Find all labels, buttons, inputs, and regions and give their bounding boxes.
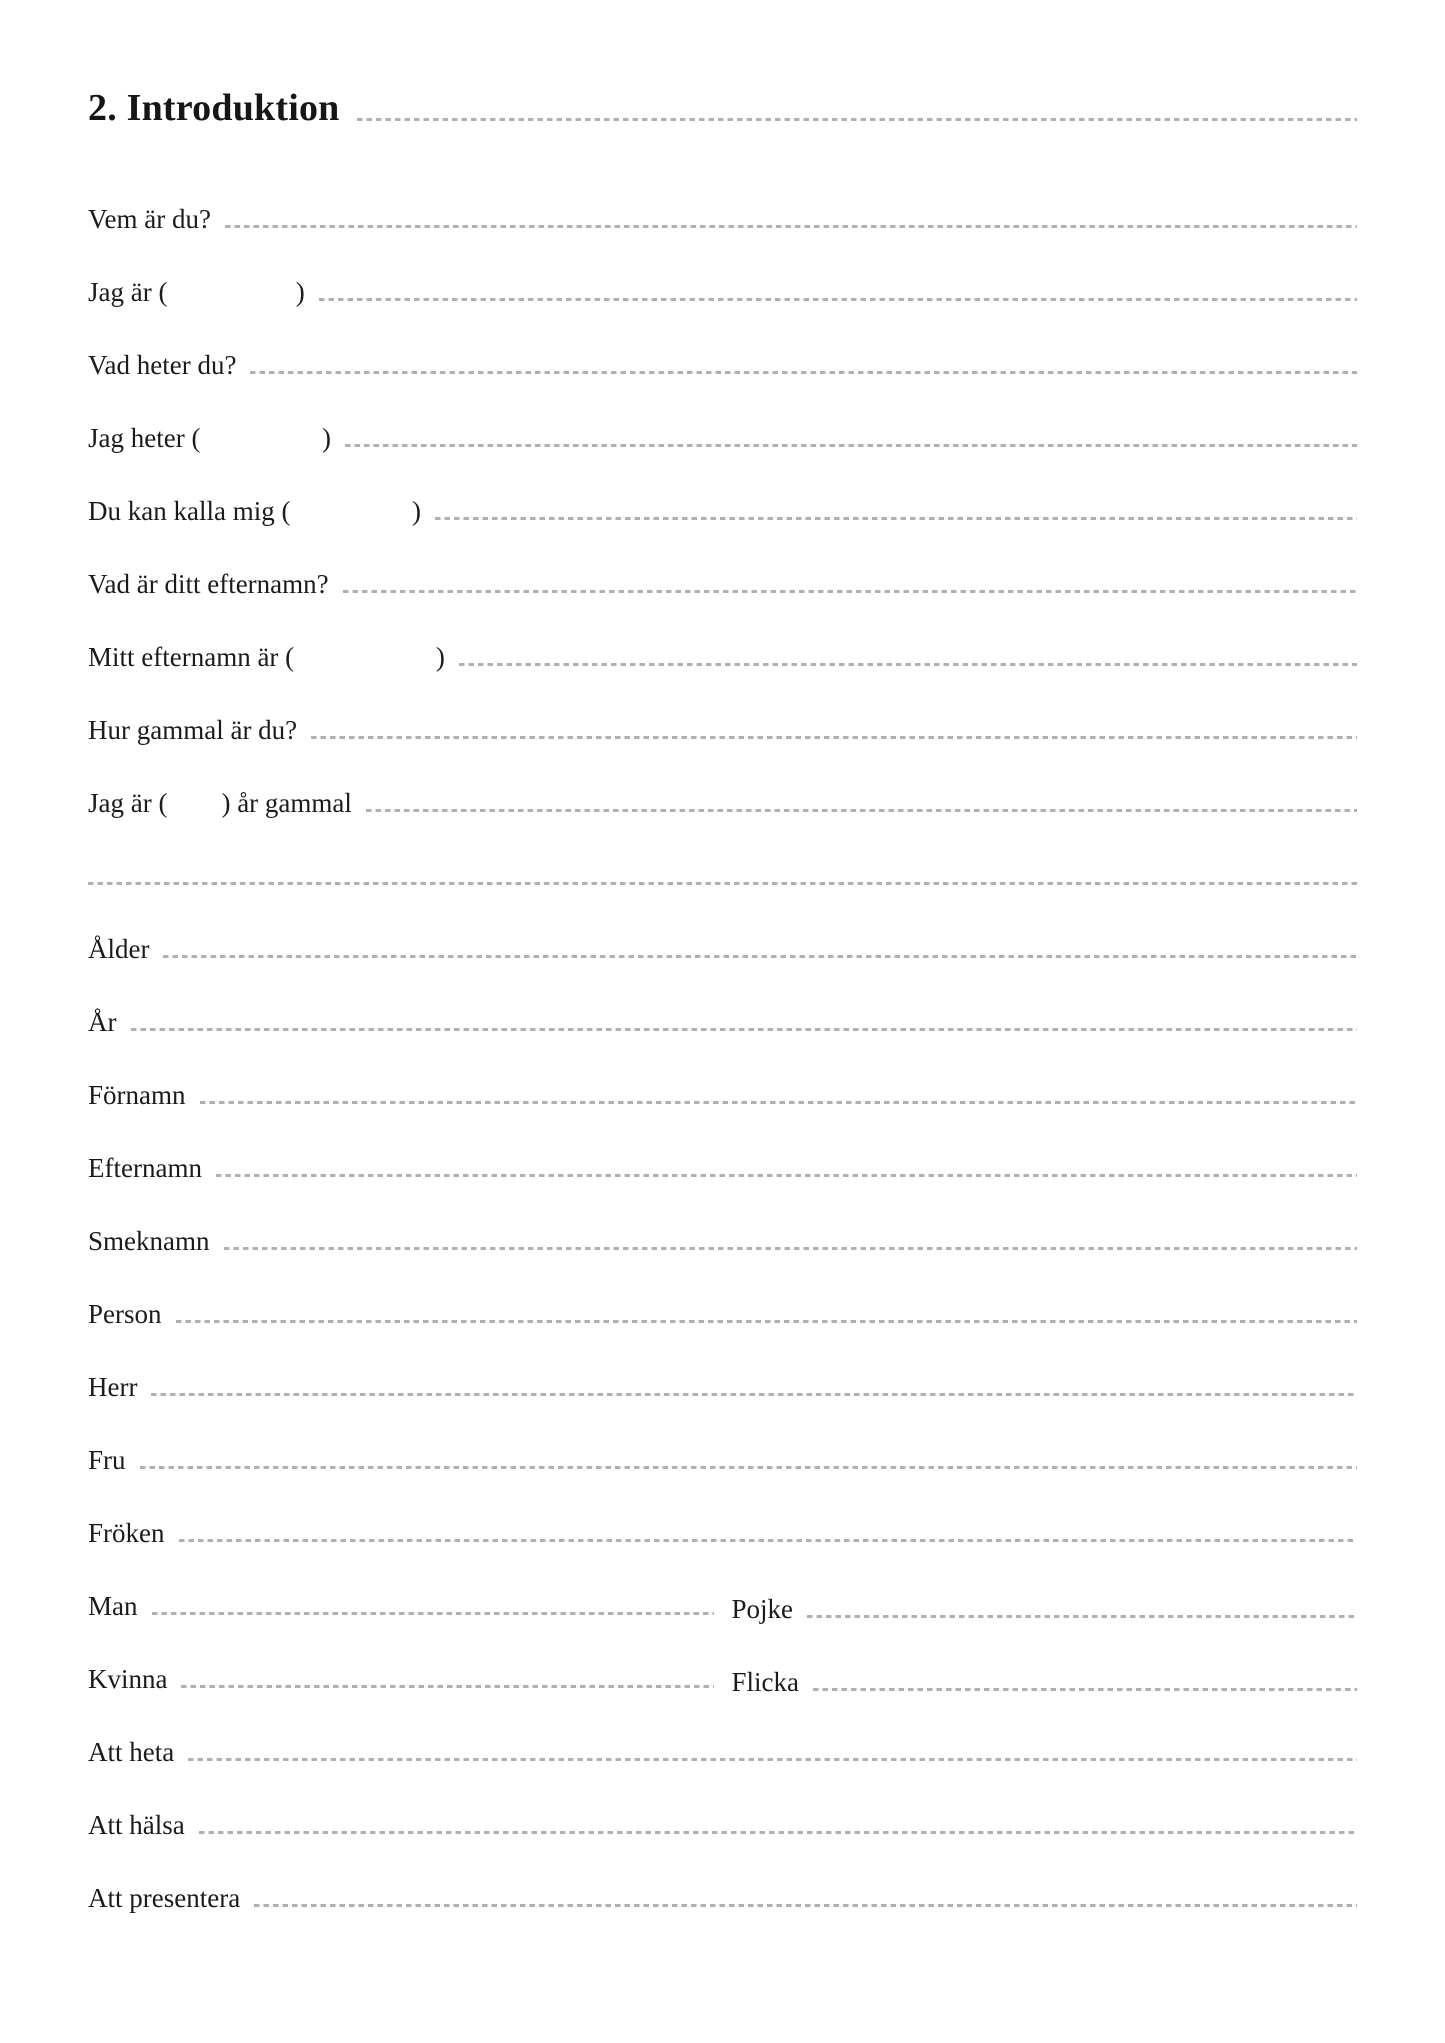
- form-row: [88, 382, 1357, 455]
- form-row: [88, 236, 1357, 309]
- dotted-fill-line: [131, 1028, 1358, 1031]
- dotted-fill-line: [200, 1101, 1358, 1104]
- row-label: Mitt efternamn är ( ): [88, 642, 445, 672]
- row-label: Smeknamn: [88, 1226, 210, 1256]
- dotted-fill-line: [179, 1539, 1358, 1542]
- row-label: Förnamn: [88, 1080, 186, 1110]
- vocab-row: [88, 1769, 1357, 1842]
- form-row: [88, 674, 1357, 747]
- worksheet-rows: [88, 163, 1357, 1915]
- dotted-fill-line: [366, 809, 1357, 812]
- dotted-fill-line: [813, 1688, 1357, 1691]
- vocab-row: [88, 1331, 1357, 1404]
- form-row: [88, 528, 1357, 601]
- row-label: Kvinna: [88, 1664, 168, 1694]
- vocab-row: [88, 966, 1357, 1039]
- vocab-row-two-column: [88, 1550, 1357, 1623]
- dotted-fill-line: [435, 517, 1357, 520]
- row-label: Jag är ( ): [88, 277, 305, 307]
- row-label: År: [88, 1007, 117, 1037]
- row-label: Fru: [88, 1445, 126, 1475]
- dotted-fill-line: [250, 371, 1357, 374]
- dotted-fill-line: [459, 663, 1357, 666]
- vocab-row-two-column: [88, 1623, 1357, 1696]
- dotted-fill-line: [319, 298, 1357, 301]
- row-label: Jag heter ( ): [88, 423, 331, 453]
- page-title: 2. Introduktion: [88, 87, 340, 129]
- dotted-fill-line: [225, 225, 1357, 228]
- title-row: [88, 84, 1357, 132]
- dotted-fill-line: [181, 1685, 713, 1688]
- vocab-row: [88, 1477, 1357, 1550]
- vocab-row: [88, 1404, 1357, 1477]
- dotted-fill-line: [807, 1615, 1357, 1618]
- row-label: Hur gammal är du?: [88, 715, 298, 745]
- row-label: Flicka: [731, 1667, 799, 1697]
- vocab-row: [88, 1039, 1357, 1112]
- blank-row: [88, 820, 1357, 893]
- dotted-fill-line: [216, 1174, 1357, 1177]
- form-row: [88, 601, 1357, 674]
- vocab-row: [88, 1696, 1357, 1769]
- vocab-row: [88, 1112, 1357, 1185]
- left-column-entry: [88, 1590, 714, 1623]
- row-label: Vem är du?: [88, 204, 211, 234]
- dotted-fill-line: [176, 1320, 1358, 1323]
- dotted-fill-line: [163, 955, 1357, 958]
- row-label: Person: [88, 1299, 162, 1329]
- row-label: Pojke: [731, 1594, 794, 1624]
- row-label: Jag är ( ) år gammal: [88, 788, 352, 818]
- row-label: Ålder: [88, 934, 150, 964]
- form-row: [88, 747, 1357, 820]
- form-row: [88, 455, 1357, 528]
- right-column-entry: [732, 1666, 1358, 1699]
- row-label: Fröken: [88, 1518, 165, 1548]
- row-label: Herr: [88, 1372, 138, 1402]
- row-label: Man: [88, 1591, 138, 1621]
- vocab-row: [88, 1185, 1357, 1258]
- right-column-entry: [732, 1593, 1358, 1626]
- row-label: Efternamn: [88, 1153, 202, 1183]
- row-label: Att hälsa: [88, 1810, 185, 1840]
- title-dotted-line: [357, 118, 1357, 121]
- dotted-fill-line: [88, 882, 1357, 885]
- dotted-fill-line: [343, 590, 1357, 593]
- dotted-fill-line: [224, 1247, 1358, 1250]
- dotted-fill-line: [345, 444, 1357, 447]
- vocab-row: [88, 893, 1357, 966]
- left-column-entry: [88, 1663, 714, 1696]
- dotted-fill-line: [311, 736, 1357, 739]
- dotted-fill-line: [152, 1612, 714, 1615]
- row-label: Att heta: [88, 1737, 175, 1767]
- dotted-fill-line: [151, 1393, 1357, 1396]
- vocab-row: [88, 1258, 1357, 1331]
- form-row: [88, 163, 1357, 236]
- dotted-fill-line: [188, 1758, 1357, 1761]
- dotted-fill-line: [254, 1904, 1357, 1907]
- vocab-row: [88, 1842, 1357, 1915]
- row-label: Vad är ditt efternamn?: [88, 569, 329, 599]
- row-label: Du kan kalla mig ( ): [88, 496, 421, 526]
- row-label: Att presentera: [88, 1883, 241, 1913]
- row-label: Vad heter du?: [88, 350, 237, 380]
- dotted-fill-line: [199, 1831, 1357, 1834]
- form-row: [88, 309, 1357, 382]
- dotted-fill-line: [140, 1466, 1357, 1469]
